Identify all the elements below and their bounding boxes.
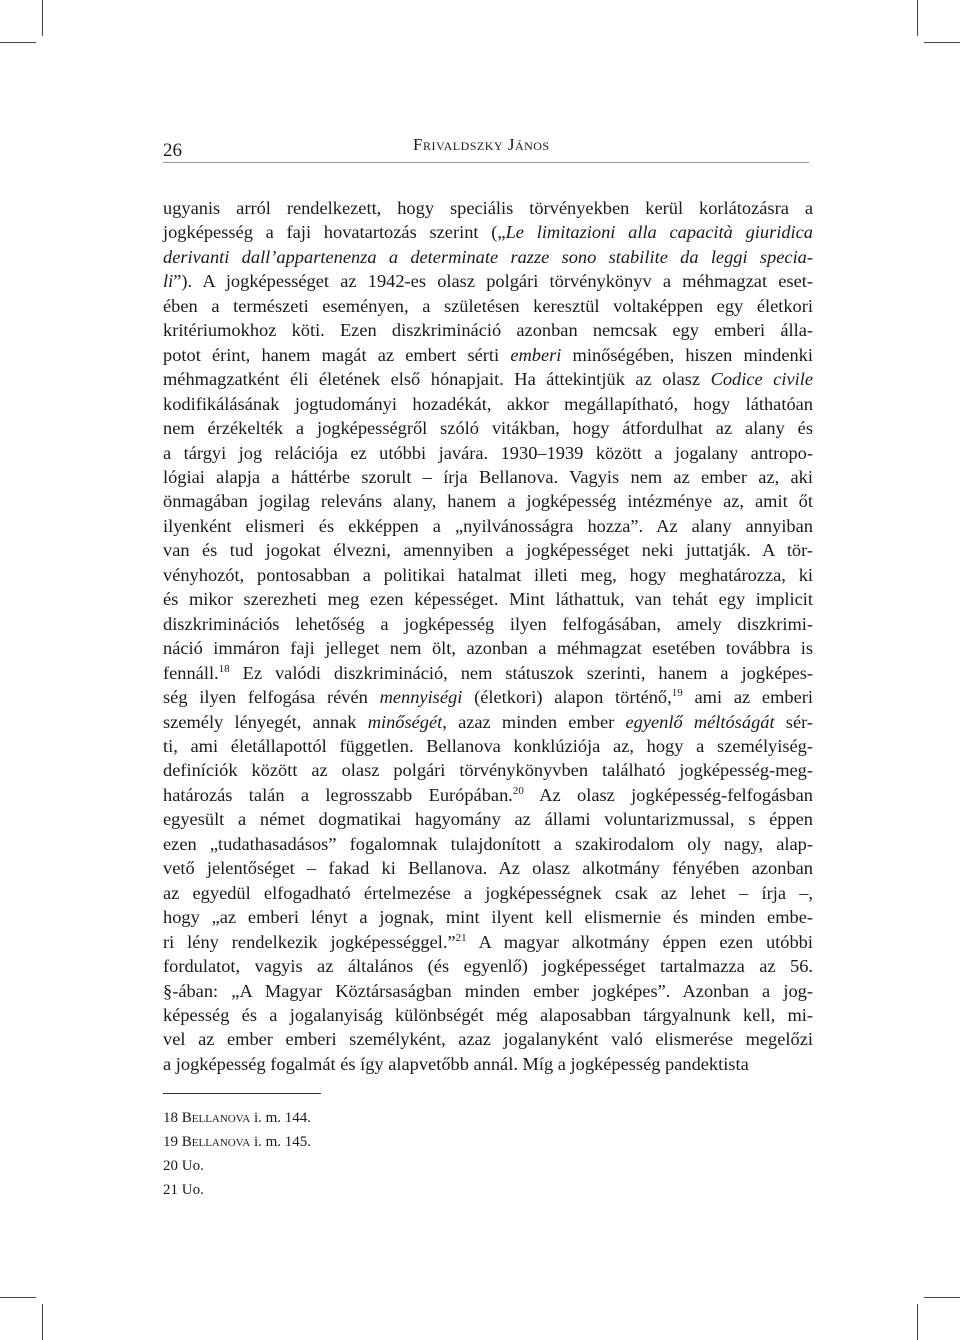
italic-text: egyenlő méltóságát [625, 711, 775, 732]
footnote [163, 1106, 311, 1130]
text-run: lógiai alapja a háttérbe szorult – írja Bellanova. Vagyis nem az ember az, aki [163, 466, 813, 487]
text-line [163, 930, 813, 954]
crop-mark-bottom-left-h [0, 1297, 36, 1298]
text-run: ugyanis arról rendelkezett, hogy speciális törvényekben kerül korlátozásra a [163, 198, 813, 218]
text-line [163, 269, 813, 293]
text-run: fordulatot, vagyis az általános (és egyenlő) jogképességet tartalmazza az 56. [163, 956, 813, 977]
footnote-reference-text: i. m. 144. [253, 1110, 312, 1126]
footnote-author: Bellanova [181, 1110, 251, 1126]
text-run: önmagában jogilag releváns alany, hanem a jogképesség intézménye az, amit őt [163, 491, 813, 512]
text-run: ”). A jogképességet az 1942-es olasz polgári törvénykönyv a méhmagzat eset- [173, 271, 813, 292]
text-run: (életkori) alapon történő, [462, 687, 672, 708]
text-run: ilyenként elismeri és ekképpen a „nyilvánosságra hozza”. Az alany annyiban [163, 515, 813, 536]
footnote-separator [163, 1093, 321, 1094]
text-line [163, 685, 813, 709]
text-line [163, 489, 813, 513]
running-head: Frivaldszky János [413, 135, 550, 154]
header-rule [163, 162, 809, 163]
crop-mark-top-right-h [924, 42, 960, 43]
italic-text: mennyiségi [379, 687, 463, 708]
text-line [163, 661, 813, 685]
text-line [163, 441, 813, 465]
text-run: Az olasz jogképesség-felfogásban [523, 784, 813, 805]
text-line [163, 343, 813, 367]
footnote-reference-text: Uo. [181, 1158, 204, 1174]
footnote-reference-text: i. m. 145. [253, 1134, 312, 1150]
text-run: határozás talán a legrosszabb Európában. [163, 784, 513, 805]
text-line [163, 612, 813, 636]
text-line [163, 856, 813, 880]
text-run: a tárgyi jog relációja ez utóbbi javára. 1930–1939 között a jogalany antropo- [163, 442, 813, 463]
crop-mark-top-left-h [0, 42, 36, 43]
page-header [163, 130, 809, 162]
text-line [163, 367, 813, 391]
italic-text: Le limitazioni alla capacità giuridica [505, 222, 814, 243]
text-line [163, 294, 813, 318]
text-run: ti, ami életállapottól független. Bellanova konklúziója az, hogy a személyiség- [163, 735, 813, 756]
text-run: vető jelentőséget – fakad ki Bellanova. Az olasz alkotmány fényében azonban [163, 858, 813, 879]
italic-text: Codice civile [710, 369, 814, 390]
crop-mark-top-right [917, 0, 918, 36]
italic-text: emberi [510, 344, 562, 365]
text-line [163, 220, 813, 244]
text-line [163, 1003, 813, 1027]
text-line [163, 563, 813, 587]
text-run: Ez valódi diszkrimináció, nem státuszok szerinti, hanem a jogképes- [229, 662, 813, 683]
text-run: fennáll. [163, 662, 219, 683]
text-line [163, 392, 813, 416]
text-run: definíciók között az olasz polgári törvénykönyvben található jogképesség-meg- [163, 760, 813, 781]
footnote [163, 1178, 311, 1202]
text-line [163, 807, 813, 831]
text-run: kodifikálásának jogtudományi hozadékát, akkor megállapítható, hogy láthatóan [163, 393, 813, 414]
text-line [163, 318, 813, 342]
text-line [163, 783, 813, 807]
text-line [163, 881, 813, 905]
text-run: ében a természeti eseményen, a születésen keresztül voltaképpen egy életkori [163, 295, 813, 316]
crop-mark-top-left [42, 0, 43, 36]
crop-mark-bottom-right [917, 1304, 918, 1340]
text-line [163, 196, 813, 220]
footnotes [163, 1106, 311, 1202]
text-run: egyesült a német dogmatikai hagyomány az állami voluntarizmussal, s éppen [163, 809, 813, 830]
page-number: 26 [163, 140, 182, 161]
body-paragraph [163, 196, 813, 1076]
text-line [163, 954, 813, 978]
text-run: diszkriminációs lehetőség a jogképesség ilyen felfogásában, amely diszkrimi- [163, 613, 813, 634]
text-line [163, 758, 813, 782]
text-run: vényhozót, pontosabban a politikai hatalmat illeti meg, hogy meghatározza, ki [163, 564, 813, 585]
text-run: van és tud jogokat élvezni, amennyiben a jogképességet neki juttatják. A tör- [163, 540, 813, 561]
footnote-author: Bellanova [181, 1134, 251, 1150]
crop-mark-bottom-left [42, 1304, 43, 1340]
text-line [163, 832, 813, 856]
italic-text: derivanti dall’appartenenza a determinate razze sono stabilite da leggi specia- [163, 246, 813, 267]
text-run: ri lény rendelkezik jogképességgel.” [163, 931, 456, 952]
text-line [163, 636, 813, 660]
text-run: nem érzékelték a jogképességről szóló vitákban, hogy átfordulhat az alany és [163, 418, 813, 439]
text-run: §-ában: „A Magyar Köztársaságban minden ember jogképes”. Azonban a jog- [163, 980, 813, 1001]
text-line [163, 416, 813, 440]
text-line [163, 514, 813, 538]
text-run: ami az emberi [682, 687, 813, 708]
text-line [163, 465, 813, 489]
footnote-number: 21 [163, 1182, 178, 1198]
text-line [163, 905, 813, 929]
footnote-reference: 20 [512, 784, 524, 797]
text-run: hogy „az emberi lényt a jognak, mint ilyent kell elismernie és minden embe- [163, 907, 813, 928]
footnote-reference: 18 [218, 662, 230, 675]
text-run: a jogképesség fogalmát és így alapvetőbb annál. Míg a jogképesség pandektista [163, 1053, 749, 1074]
text-run: kritériumokhoz köti. Ezen diszkrimináció azonban nemcsak egy emberi álla- [163, 320, 813, 341]
footnote-reference: 21 [455, 931, 467, 944]
text-run: képesség és a jogalanyiság különbségét még alaposabban tárgyalnunk kell, mi- [163, 1004, 813, 1025]
text-run: , azaz minden ember [442, 711, 626, 732]
text-line [163, 710, 813, 734]
text-line [163, 734, 813, 758]
text-line [163, 1052, 813, 1076]
footnote [163, 1130, 311, 1154]
crop-mark-bottom-right-h [924, 1297, 960, 1298]
text-line [163, 245, 813, 269]
text-line [163, 1027, 813, 1051]
text-run: potot érint, hanem magát az embert sérti [163, 344, 511, 365]
footnote [163, 1154, 311, 1178]
text-run: A magyar alkotmány éppen ezen utóbbi [466, 931, 813, 952]
text-run: méhmagzatként éli életének első hónapjait. Ha áttekintjük az olasz [163, 369, 711, 390]
footnote-number: 20 [163, 1158, 178, 1174]
text-run: sér- [774, 711, 813, 732]
footnote-number: 19 [163, 1134, 178, 1150]
text-run: minőségében, hiszen mindenki [561, 344, 813, 365]
footnote-reference: 19 [671, 687, 683, 700]
text-run: náció immáron faji jelleget nem ölt, azonban a méhmagzat esetében továbbra is [163, 638, 813, 659]
text-run: személy lényegét, annak [163, 711, 368, 732]
text-line [163, 979, 813, 1003]
text-run: vel az ember emberi személyként, azaz jogalanyként való elismerése megelőzi [163, 1029, 813, 1050]
text-run: ség ilyen felfogása révén [163, 687, 380, 708]
text-run: és mikor szerezheti meg ezen képességet. Mint láthattuk, van tehát egy implicit [163, 589, 813, 610]
text-run: ezen „tudathasadásos” fogalomnak tulajdonított a szakirodalom oly nagy, alap- [163, 833, 813, 854]
text-line [163, 538, 813, 562]
footnote-reference-text: Uo. [181, 1182, 204, 1198]
italic-text: minőségét [367, 711, 443, 732]
text-run: az egyedül elfogadható értelmezése a jogképességnek csak az lehet – írja –, [163, 882, 813, 903]
text-line [163, 587, 813, 611]
footnote-number: 18 [163, 1110, 178, 1126]
italic-text: li [163, 271, 174, 292]
text-run: jogképesség a faji hovatartozás szerint („ [163, 222, 506, 243]
